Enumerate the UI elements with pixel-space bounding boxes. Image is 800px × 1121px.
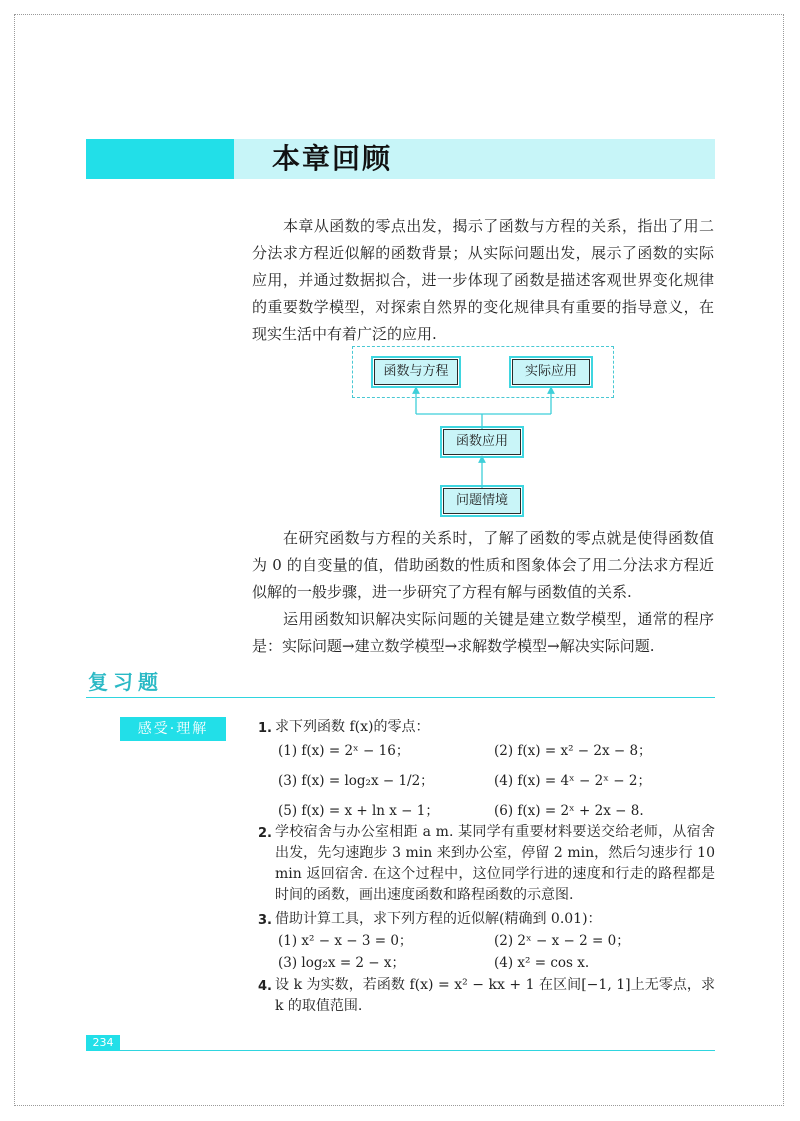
page-number: 234 — [86, 1035, 120, 1051]
review-rule — [86, 697, 715, 698]
node-functions-equations: 函数与方程 — [374, 359, 458, 385]
diagram-arrows — [352, 346, 614, 522]
footer-rule — [120, 1050, 715, 1051]
exercise-2-text: 学校宿舍与办公室相距 a m. 某同学有重要材料要送交给老师，从宿舍出发，先匀速跑步 3 min 来到办公室，停留 2 min，然后匀速步行 10 min 返回宿舍. 在这个过程中，这位同学行进的速度和行走的路程都是时间的函数，画出速度函数和路程函数的示意图. — [275, 824, 715, 903]
node-practical-application: 实际应用 — [512, 359, 590, 385]
exercise-3-item-2: (2) 2ˣ − x − 2 = 0； — [494, 933, 630, 949]
exercise-1-item-4: (4) f(x) = 4ˣ − 2ˣ − 2； — [494, 773, 651, 789]
exercise-3-item-1: (1) x² − x − 3 = 0； — [278, 933, 413, 949]
exercise-1-item-3: (3) f(x) = log₂x − 1/2； — [278, 773, 434, 789]
review-heading: 复习题 — [88, 670, 163, 694]
title-banner-accent — [86, 139, 234, 179]
exercise-1-number: 1. — [258, 721, 272, 736]
chapter-title: 本章回顾 — [272, 142, 393, 175]
exercise-3-item-4: (4) x² = cos x. — [494, 955, 590, 971]
exercise-1-stem: 求下列函数 f(x)的零点： — [275, 719, 430, 735]
intro-paragraph-1: 本章从函数的零点出发，揭示了函数与方程的关系，指出了用二分法求方程近似解的函数背景；从实际问题出发，展示了函数的实际应用，并通过数据拟合，进一步体现了函数是描述客观世界变化规律的重要数学模型，对探索自然界的变化规律具有重要的指导意义，在现实生活中有着广泛的应用. — [252, 217, 714, 343]
exercise-3-item-3: (3) log₂x = 2 − x； — [278, 955, 406, 971]
node-function-application: 函数应用 — [443, 429, 521, 455]
concept-diagram — [352, 346, 614, 522]
exercise-4-text: 设 k 为实数，若函数 f(x) = x² − kx + 1 在区间[−1, 1]上无零点，求 k 的取值范围. — [275, 977, 715, 1014]
exercise-1-item-1: (1) f(x) = 2ˣ − 16； — [278, 743, 410, 759]
exercise-1-item-6: (6) f(x) = 2ˣ + 2x − 8. — [494, 803, 644, 819]
exercise-2-number: 2. — [258, 826, 272, 841]
category-tag: 感受·理解 — [120, 717, 226, 741]
exercise-1-item-5: (5) f(x) = x + ln x − 1； — [278, 803, 439, 819]
intro-paragraph-2: 在研究函数与方程的关系时，了解了函数的零点就是使得函数值为 0 的自变量的值，借助函数的性质和图象体会了用二分法求方程近似解的一般步骤，进一步研究了方程有解与函数值的关系. — [252, 529, 714, 601]
node-problem-context: 问题情境 — [443, 488, 521, 514]
exercise-1-item-2: (2) f(x) = x² − 2x − 8； — [494, 743, 652, 759]
exercise-3-stem: 借助计算工具，求下列方程的近似解(精确到 0.01)： — [275, 911, 602, 927]
exercise-3-number: 3. — [258, 913, 272, 928]
intro-paragraph-3: 运用函数知识解决实际问题的关键是建立数学模型，通常的程序是：实际问题→建立数学模型→求解数学模型→解决实际问题. — [252, 610, 714, 655]
exercise-4-number: 4. — [258, 979, 272, 994]
